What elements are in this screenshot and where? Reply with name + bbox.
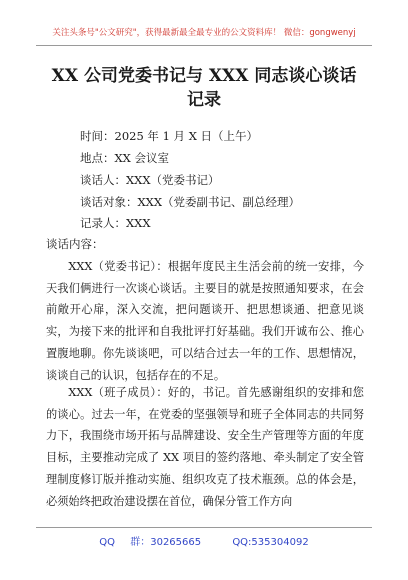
document-title <box>40 64 368 112</box>
paragraph-1: XXX（党委书记）：根据年度民主生活会前的统一安排，今天我们俩进行一次谈心谈话。主要目的就是按照通知要求，在会前敞开心扉，深入交流，把问题谈开、把思想谈通、把意见谈实，为接下来的批评和自我批评打好基础。我们开诚布公、推心置腹地聊。你先谈谈吧，可以结合过去一年的工作、思想情况，谈谈自己的认识，包括存在的不足。 <box>46 260 364 382</box>
meta-recorder: 记录人：XXX <box>80 216 151 230</box>
footer-qq: QQ:535304092 <box>232 537 309 548</box>
footer-divider <box>36 527 372 528</box>
footer <box>0 533 408 548</box>
title-line-2: 记录 <box>187 90 221 110</box>
meta-time: 时间：2025 年 1 月 X 日（上午） <box>80 129 259 143</box>
header-divider <box>36 45 372 46</box>
header-note: 关注头条号"公文研究"，获得最新最全最专业的公文资料库！ 微信：gongwenyj <box>52 28 356 38</box>
title-line-1: XX 公司党委书记与 XXX 同志谈心谈话 <box>51 66 357 86</box>
meta-talker: 谈话人：XXX（党委书记） <box>80 173 220 187</box>
footer-qq-group: QQ 群：30265665 <box>99 537 202 548</box>
content-label: 谈话内容： <box>46 237 104 251</box>
meta-target: 谈话对象：XXX（党委副书记、副总经理） <box>80 195 301 209</box>
meta-place: 地点：XX 会议室 <box>80 151 170 165</box>
paragraph-2: XXX（班子成员）：好的，书记。首先感谢组织的安排和您的谈心。过去一年，在党委的坚强领导和班子全体同志的共同努力下，我围绕市场开拓与品牌建设、安全生产管理等方面的年度目标，主要推动完成了 XX 项目的签约落地、牵头制定了安全管理制度修订版并推动实施、组织攻克了技术瓶颈。总的体会是，必须始终把政治建设摆在首位，确保分管工作方向 <box>46 386 364 508</box>
